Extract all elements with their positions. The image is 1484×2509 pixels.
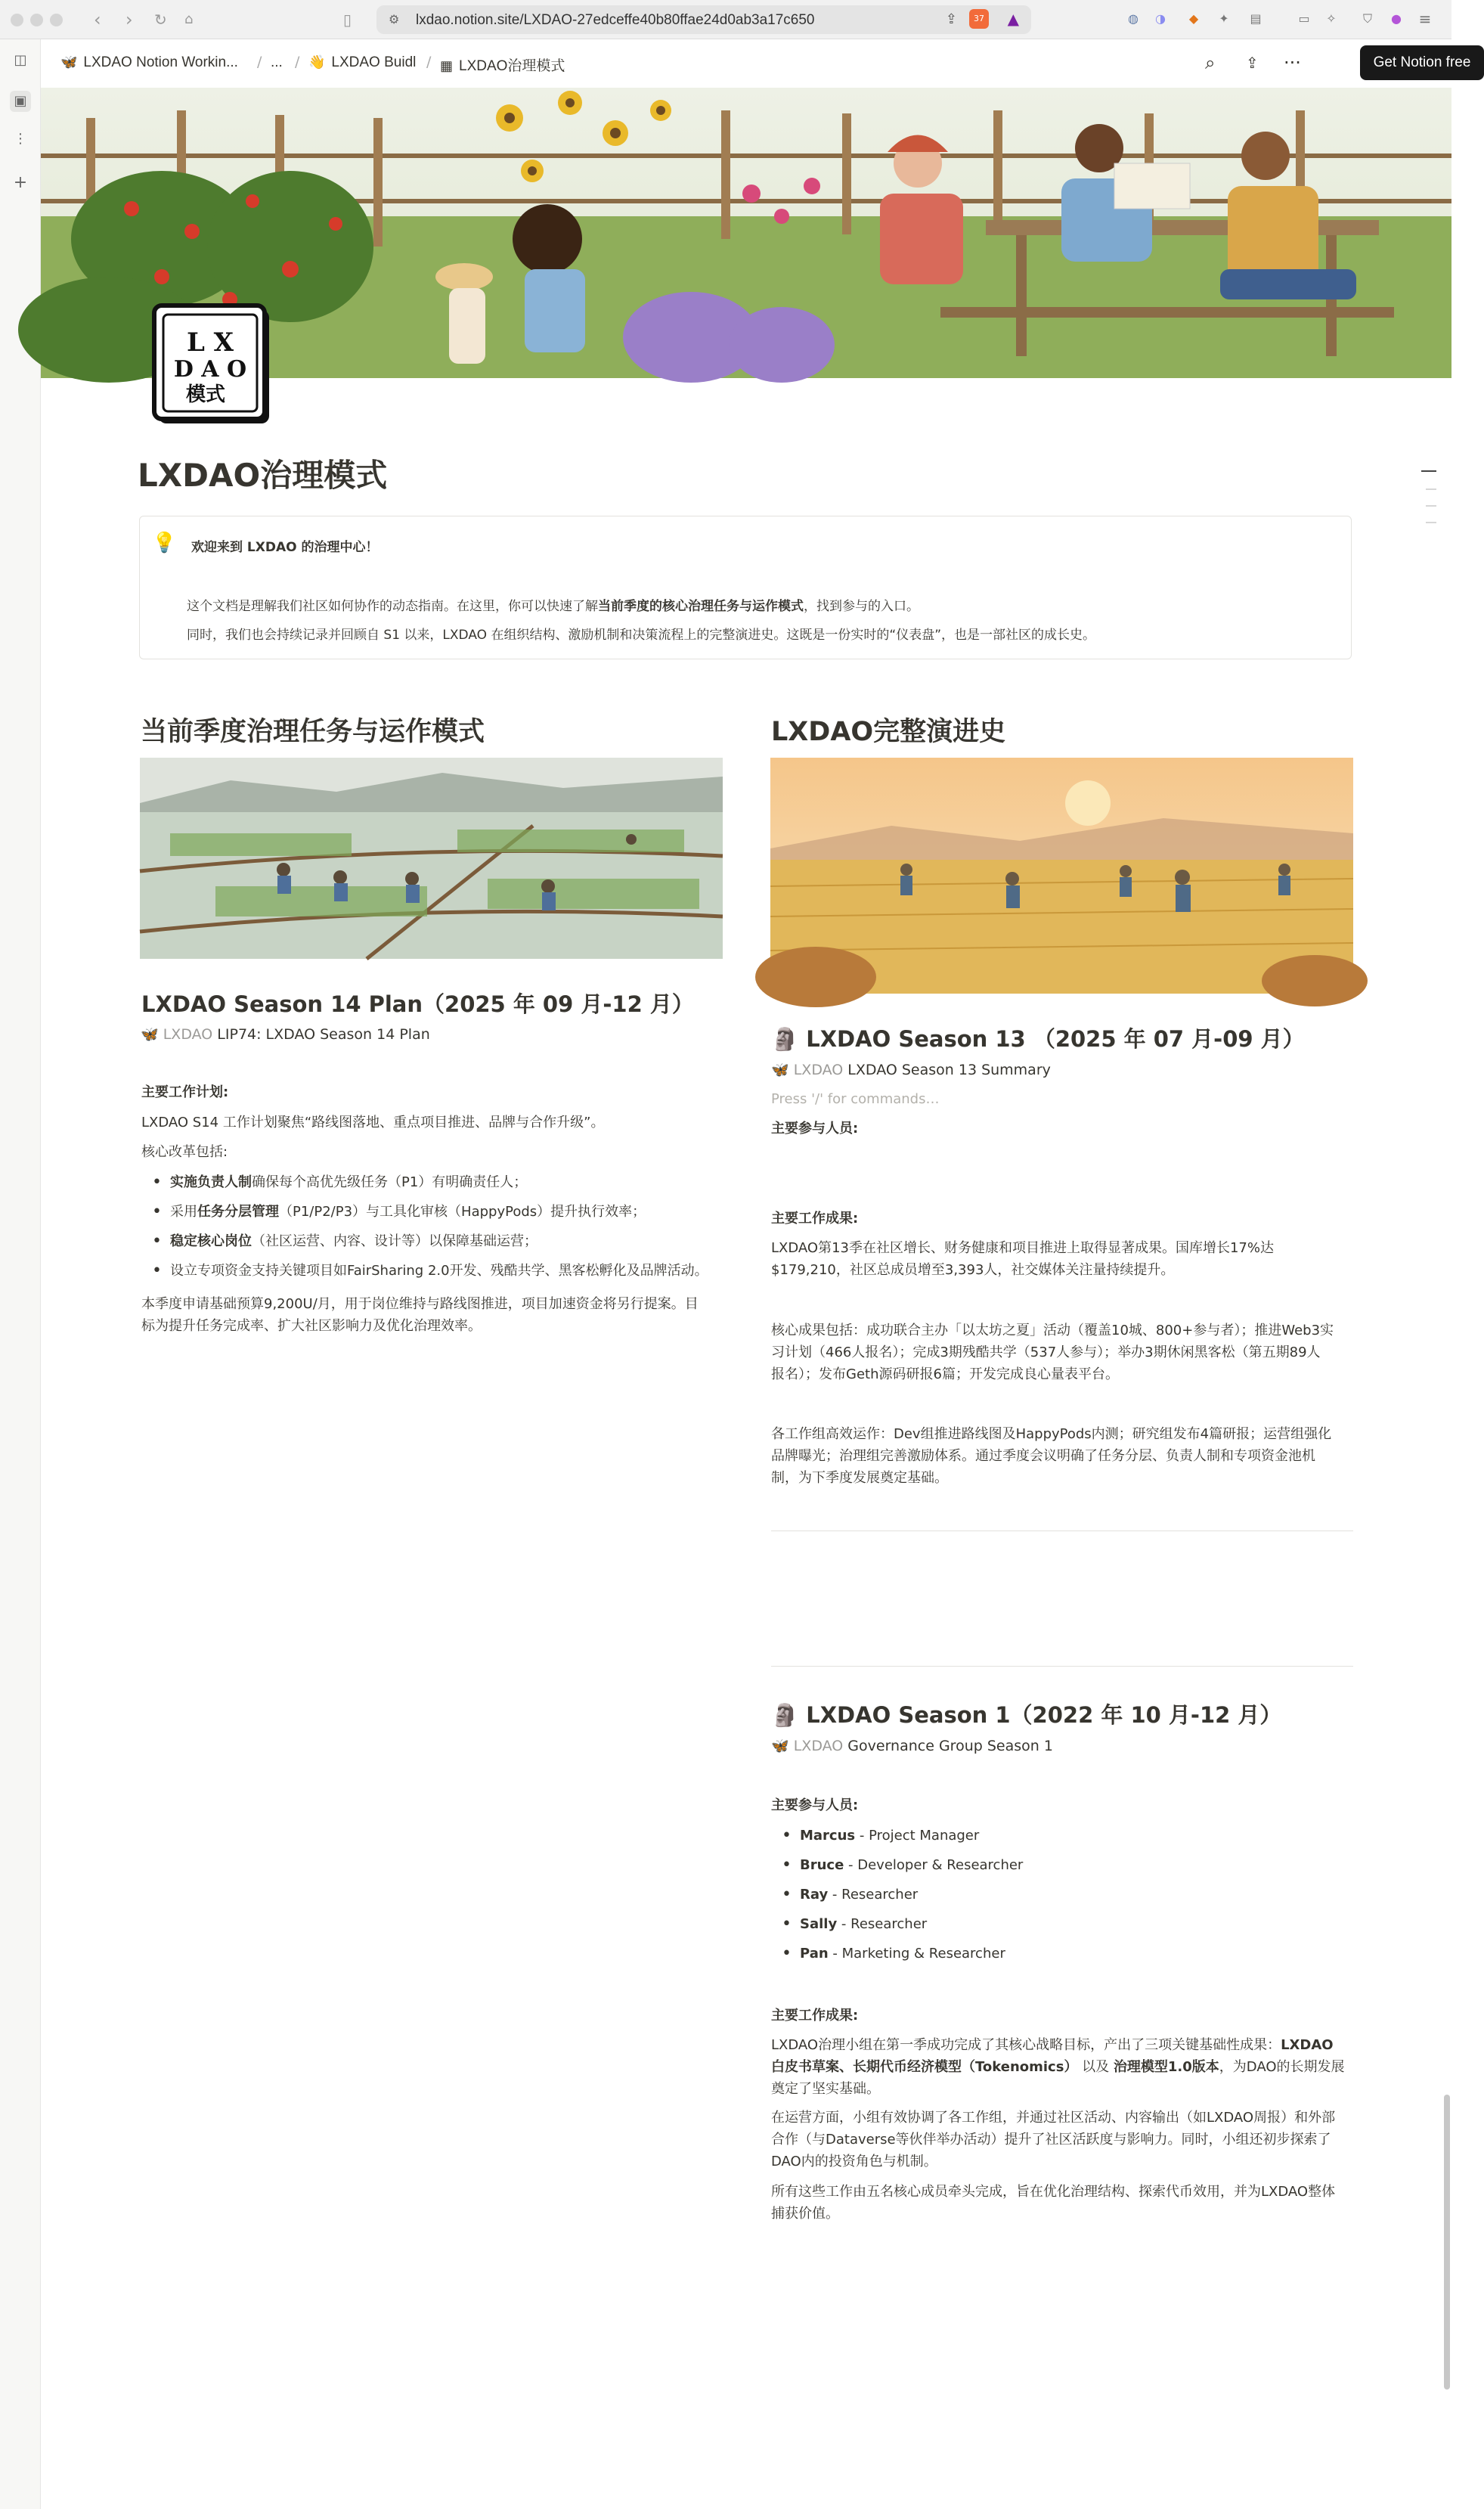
list-item: • Sally - Researcher bbox=[771, 1909, 1023, 1939]
history-heading[interactable]: LXDAO完整演进史 bbox=[771, 717, 1006, 747]
list-item: • 设立专项资金支持关键项目如FairSharing 2.0开发、残酷共学、黑客松孵化及品牌活动。 bbox=[141, 1256, 708, 1286]
extension-icon-5[interactable]: ▤ bbox=[1250, 11, 1262, 26]
moai-icon: 🗿 bbox=[771, 1702, 799, 1728]
menu-icon[interactable]: ≡ bbox=[1418, 10, 1432, 28]
scrollbar-thumb[interactable] bbox=[1444, 2095, 1450, 2390]
list-item: • Bruce - Developer & Researcher bbox=[771, 1850, 1023, 1880]
welcome-callout bbox=[139, 516, 1352, 659]
s1-result-line: LXDAO治理小组在第一季成功完成了其核心战略目标，产出了三项关键基础性成果：LXDAO bbox=[771, 2037, 1334, 2053]
s13-result-line: 习计划（466人报名）；完成3期残酷共学（537人参与）；举办3期休闲黑客松（第五期89人 bbox=[771, 1344, 1321, 1360]
close-window-button[interactable] bbox=[11, 14, 23, 26]
breadcrumb-separator: / bbox=[257, 54, 262, 70]
bookmark-icon[interactable]: ▯ bbox=[343, 11, 352, 29]
s13-result-line: $179,210，社区总成员增至3,393人，社交媒体关注量持续提升。 bbox=[771, 1262, 1175, 1278]
hand-icon: 👋 bbox=[308, 54, 326, 70]
s1-result-line: 白皮书草案、长期代币经济模型（Tokenomics） 以及 治理模型1.0版本，为DAO的长期发展 bbox=[771, 2059, 1345, 2075]
breadcrumb-separator: / bbox=[426, 54, 432, 70]
browser-toolbar bbox=[0, 0, 1451, 39]
s13-members-label: 主要参与人员: bbox=[771, 1121, 859, 1137]
site-info-icon[interactable]: ⚙ bbox=[389, 12, 400, 26]
list-item: • 实施负责人制确保每个高优先级任务（P1）有明确责任人； bbox=[141, 1168, 708, 1197]
share-page-icon[interactable]: ⇪ bbox=[945, 11, 957, 27]
url-text[interactable]: lxdao.notion.site/LXDAO-27edceffe40b80ffae24d0ab3a17c650 bbox=[416, 12, 815, 28]
callout-title: 欢迎来到 LXDAO 的治理中心！ bbox=[191, 540, 379, 555]
vpn-icon[interactable]: ⛉ bbox=[1362, 11, 1372, 26]
lxdao-logo-icon: 🦋 bbox=[771, 1062, 789, 1078]
notion-topbar bbox=[41, 39, 1471, 88]
work-plan-label: 主要工作计划: bbox=[141, 1084, 229, 1100]
list-item: • Marcus - Project Manager bbox=[771, 1821, 1023, 1850]
empty-block-placeholder[interactable]: Press '/' for commands… bbox=[771, 1091, 940, 1107]
divider bbox=[771, 1666, 1353, 1667]
s1-result-line: 奠定了坚实基础。 bbox=[771, 2081, 880, 2097]
search-icon[interactable]: ⌕ bbox=[1205, 52, 1216, 73]
rice-harvest-image bbox=[770, 758, 1353, 994]
season13-link[interactable]: 🦋 LXDAO LXDAO Season 13 Summary bbox=[771, 1062, 1051, 1078]
share-icon[interactable]: ⇪ bbox=[1246, 54, 1259, 72]
callout-paragraph-2: 同时，我们也会持续记录并回顾自 S1 以来，LXDAO 在组织结构、激励机制和决策流程上的完整演进史。这既是一份实时的“仪表盘”，也是一部社区的成长史。 bbox=[187, 628, 1096, 643]
season13-title[interactable]: 🗿 LXDAO Season 13 （2025 年 07 月-09 月） bbox=[771, 1026, 1305, 1052]
s13-results-label: 主要工作成果: bbox=[771, 1211, 859, 1227]
lxdao-logo-icon: 🦋 bbox=[60, 54, 78, 70]
s13-result-line: 品牌曝光；治理组完善激励体系。通过季度会议明确了任务分层、负责人制和专项资金池机 bbox=[771, 1448, 1315, 1464]
breadcrumb-workspace[interactable]: 🦋 LXDAO Notion Workin... bbox=[60, 54, 238, 70]
moai-icon: 🗿 bbox=[771, 1026, 799, 1052]
wallet-icon[interactable]: ▭ bbox=[1298, 11, 1310, 26]
more-vertical-icon[interactable]: ⋮ bbox=[14, 131, 27, 147]
s1-results-label: 主要工作成果: bbox=[771, 2008, 859, 2024]
season14-title[interactable]: LXDAO Season 14 Plan（2025 年 09 月-12 月） bbox=[141, 991, 694, 1017]
lightbulb-icon: 💡 bbox=[152, 532, 177, 554]
rice-planting-image bbox=[140, 758, 723, 959]
list-item: • Pan - Marketing & Researcher bbox=[771, 1939, 1023, 1968]
budget-line-1: 本季度申请基础预算9,200U/月，用于岗位维持与路线图推进，项目加速资金将另行提案。目 bbox=[141, 1296, 699, 1312]
brave-rewards-icon[interactable]: ▲ bbox=[1007, 10, 1019, 28]
tab-icon[interactable]: ▣ bbox=[10, 91, 31, 112]
page-title[interactable]: LXDAO治理模式 bbox=[138, 457, 388, 494]
s13-result-line: 报名）；发布Geth源码研报6篇；开发完成良心量表平台。 bbox=[771, 1366, 1119, 1382]
current-season-heading[interactable]: 当前季度治理任务与运作模式 bbox=[141, 717, 485, 747]
budget-line-2: 标为提升任务完成率、扩大社区影响力及优化治理效率。 bbox=[141, 1318, 482, 1334]
reload-icon[interactable]: ↻ bbox=[154, 11, 167, 29]
season1-link[interactable]: 🦋 LXDAO Governance Group Season 1 bbox=[771, 1738, 1053, 1754]
s1-result-line: 所有这些工作由五名核心成员牵头完成，旨在优化治理结构、探索代币效用，并为LXDAO整体 bbox=[771, 2184, 1336, 2200]
lxdao-logo-icon: 🦋 bbox=[141, 1026, 159, 1043]
season1-title[interactable]: 🗿 LXDAO Season 1（2022 年 10 月-12 月） bbox=[771, 1702, 1282, 1728]
new-tab-icon[interactable]: + bbox=[13, 173, 28, 192]
minimize-window-button[interactable] bbox=[30, 14, 43, 26]
reform-list bbox=[141, 1168, 708, 1286]
icon-text-line1: L X bbox=[186, 327, 234, 358]
breadcrumb-separator: / bbox=[295, 54, 300, 70]
s1-result-line: 在运营方面，小组有效协调了各工作组，并通过社区活动、内容输出（如LXDAO周报）和外部 bbox=[771, 2110, 1336, 2126]
leo-icon[interactable]: ✧ bbox=[1326, 11, 1337, 26]
callout-paragraph-1: 这个文档是理解我们社区如何协作的动态指南。在这里，你可以快速了解当前季度的核心治理任务与运作模式，找到参与的入口。 bbox=[187, 599, 919, 614]
extension-icon-4[interactable]: ✦ bbox=[1219, 11, 1229, 26]
s13-result-line: 核心成果包括：成功联合主办「以太坊之夏」活动（覆盖10城、800+参与者）；推进Web3实 bbox=[771, 1323, 1334, 1338]
address-bar[interactable] bbox=[376, 5, 1031, 34]
extension-icon-2[interactable]: ◑ bbox=[1155, 11, 1166, 26]
list-item: • 采用任务分层管理（P1/P2/P3）与工具化审核（HappyPods）提升执行效率； bbox=[141, 1197, 708, 1227]
lxdao-logo-icon: 🦋 bbox=[771, 1738, 789, 1754]
s1-members-list bbox=[771, 1821, 1023, 1968]
home-icon[interactable]: ⌂ bbox=[184, 11, 194, 27]
more-icon[interactable]: ··· bbox=[1284, 52, 1301, 73]
toc-indicator[interactable] bbox=[1426, 488, 1436, 490]
work-plan-text: LXDAO S14 工作计划聚焦“路线图落地、重点项目推进、品牌与合作升级”。 bbox=[141, 1115, 605, 1130]
s13-result-line: 制，为下季度发展奠定基础。 bbox=[771, 1470, 948, 1486]
zoom-window-button[interactable] bbox=[50, 14, 63, 26]
s1-result-line: 捕获价值。 bbox=[771, 2206, 839, 2222]
icon-text-line3: 模式 bbox=[185, 383, 226, 406]
toc-indicator[interactable] bbox=[1426, 505, 1436, 507]
list-item: • 稳定核心岗位（社区运营、内容、设计等）以保障基础运营； bbox=[141, 1227, 708, 1256]
breadcrumb-ellipsis[interactable]: ... bbox=[271, 54, 283, 70]
s13-result-line: 各工作组高效运作：Dev组推进路线图及HappyPods内测；研究组发布4篇研报；运营组强化 bbox=[771, 1426, 1332, 1442]
breadcrumb-current[interactable]: ▦ LXDAO治理模式 bbox=[440, 58, 565, 74]
sidebar-toggle-icon[interactable]: ◫ bbox=[14, 52, 27, 68]
s1-members-label: 主要参与人员: bbox=[771, 1797, 859, 1813]
s1-result-line: 合作（与Dataverse等伙伴举办活动）提升了社区活跃度与影响力。同时，小组还初步探索了 bbox=[771, 2132, 1331, 2148]
s13-result-line: LXDAO第13季在社区增长、财务健康和项目推进上取得显著成果。国库增长17%达 bbox=[771, 1240, 1274, 1256]
profile-icon[interactable]: ● bbox=[1391, 11, 1402, 26]
icon-text-line2: D A O bbox=[173, 356, 247, 383]
back-icon[interactable]: ‹ bbox=[94, 9, 101, 30]
toc-indicator[interactable] bbox=[1426, 522, 1436, 523]
sidebar-rail bbox=[0, 39, 41, 2509]
page-icon-cube[interactable] bbox=[148, 302, 275, 430]
s1-result-line: DAO内的投资角色与机制。 bbox=[771, 2154, 937, 2169]
toc-indicator[interactable] bbox=[1421, 470, 1436, 472]
reform-label: 核心改革包括: bbox=[141, 1144, 228, 1160]
list-item: • Ray - Researcher bbox=[771, 1880, 1023, 1909]
breadcrumb-buidl[interactable]: 👋 LXDAO Buidl bbox=[308, 54, 417, 70]
season14-link[interactable]: 🦋 LXDAO LIP74: LXDAO Season 14 Plan bbox=[141, 1026, 430, 1043]
brave-shield-icon[interactable]: 37 bbox=[969, 9, 989, 29]
extension-icon-1[interactable]: ◍ bbox=[1128, 11, 1139, 26]
get-notion-free-button[interactable]: Get Notion free bbox=[1360, 45, 1484, 80]
metamask-icon[interactable]: ◆ bbox=[1188, 11, 1199, 26]
forward-icon[interactable]: › bbox=[125, 9, 133, 30]
page-icon: ▦ bbox=[440, 58, 454, 73]
